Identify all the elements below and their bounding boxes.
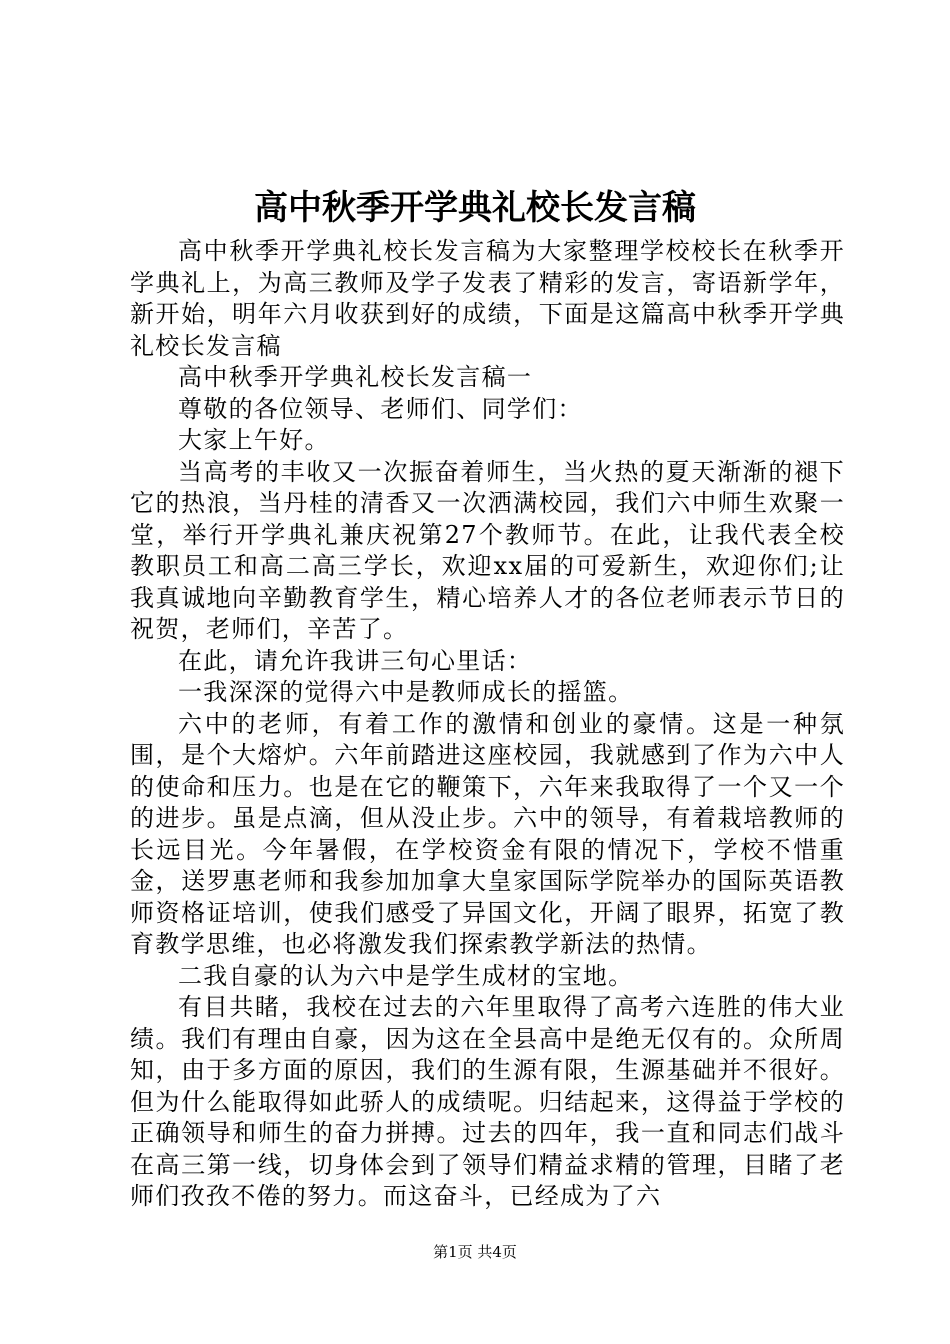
paragraph-achievements: 有目共睹，我校在过去的六年里取得了高考六连胜的伟大业绩。我们有理由自豪，因为这在全县高中是绝无仅有的。众所周知，由于多方面的原因，我们的生源有限，生源基础并不很好。但为什么能取得如此骄人的成绩呢。归结起来，这得益于学校的正确领导和师生的奋力拼搏。过去的四年，我一直和同志们战斗在高三第一线，切身体会到了领导们精益求精的管理，目睹了老师们孜孜不倦的努力。而这奋斗，已经成为了六 bbox=[130, 993, 845, 1210]
paragraph-point-one: 一我深深的觉得六中是教师成长的摇篮。 bbox=[178, 678, 634, 706]
page-footer: 第1页 共4页 bbox=[433, 1243, 517, 1261]
document-body bbox=[130, 236, 845, 1213]
paragraph-point-two: 二我自豪的认为六中是学生成材的宝地。 bbox=[178, 961, 634, 990]
paragraph-intro: 高中秋季开学典礼校长发言稿为大家整理学校校长在秋季开学典礼上，为高三教师及学子发表了精彩的发言，寄语新学年，新开始，明年六月收获到好的成绩，下面是这篇高中秋季开学典礼校长发言稿 bbox=[130, 237, 845, 360]
paragraph-greeting: 大家上午好。 bbox=[178, 426, 330, 454]
document-title: 高中秋季开学典礼校长发言稿 bbox=[254, 188, 696, 228]
paragraph-subtitle: 高中秋季开学典礼校长发言稿一 bbox=[178, 363, 533, 391]
paragraph-opening: 当高考的丰收又一次振奋着师生，当火热的夏天渐渐的褪下它的热浪，当丹桂的清香又一次洒满校园，我们六中师生欢聚一堂，举行开学典礼兼庆祝第27个教师节。在此，让我代表全校教职员工和高二高三学长，欢迎xx届的可爱新生，欢迎你们;让我真诚地向辛勤教育学生，精心培养人才的各位老师表示节日的祝贺，老师们，辛苦了。 bbox=[130, 457, 845, 643]
paragraph-salutation: 尊敬的各位领导、老师们、同学们： bbox=[178, 394, 583, 423]
paragraph-three-words: 在此，请允许我讲三句心里话： bbox=[178, 646, 533, 675]
paragraph-teachers: 六中的老师，有着工作的激情和创业的豪情。这是一种氛围，是个大熔炉。六年前踏进这座校园，我就感到了作为六中人的使命和压力。也是在它的鞭策下，六年来我取得了一个又一个的进步。虽是点滴，但从没止步。六中的领导，有着栽培教师的长远目光。今年暑假，在学校资金有限的情况下，学校不惜重金，送罗惠老师和我参加加拿大皇家国际学院举办的国际英语教师资格证培训，使我们感受了异国文化，开阔了眼界，拓宽了教育教学思维，也必将激发我们探索教学新法的热情。 bbox=[130, 709, 845, 958]
